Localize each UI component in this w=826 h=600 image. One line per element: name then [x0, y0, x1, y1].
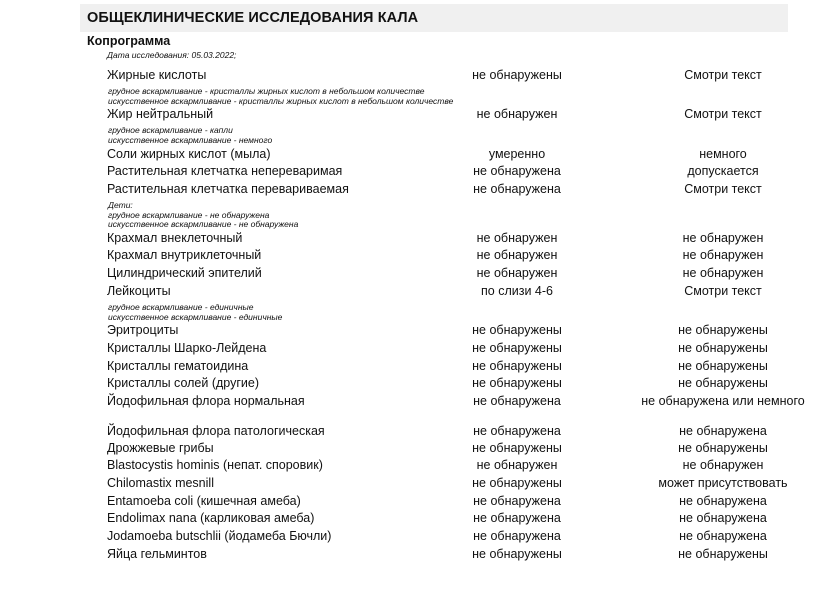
table-row — [0, 476, 826, 493]
test-result: не обнаружены — [472, 323, 562, 337]
test-name: Цилиндрический эпителий — [107, 266, 262, 280]
table-row — [0, 547, 826, 564]
test-name: Растительная клетчатка перевариваемая — [107, 182, 349, 196]
table-row — [0, 68, 826, 85]
test-name: Кристаллы Шарко-Лейдена — [107, 341, 267, 355]
reference-note: искусственное вскармливание - кристаллы жирных кислот в небольшом количестве — [108, 95, 454, 106]
reference-note: искусственное вскармливание - единичные — [108, 311, 283, 322]
reference-note: грудное вскармливание - не обнаружена — [108, 209, 270, 220]
test-result: не обнаружен — [476, 231, 558, 245]
reference-value: Смотри текст — [684, 284, 762, 298]
reference-value: Смотри текст — [684, 182, 762, 196]
reference-value: Смотри текст — [684, 68, 762, 82]
table-row — [0, 511, 826, 528]
test-result: не обнаружены — [472, 68, 562, 82]
reference-value: не обнаружен — [682, 458, 764, 472]
test-result: по слизи 4-6 — [481, 284, 553, 298]
reference-value: не обнаружены — [678, 441, 768, 455]
test-name: Яйца гельминтов — [107, 547, 207, 561]
test-name: Entamoeba coli (кишечная амеба) — [107, 494, 301, 508]
table-row — [0, 529, 826, 546]
reference-note: искусственное вскармливание - не обнаружена — [108, 219, 299, 230]
reference-value: не обнаружены — [678, 359, 768, 373]
table-row — [0, 182, 826, 199]
table-row — [0, 394, 826, 411]
table-row — [0, 231, 826, 248]
table-row — [0, 494, 826, 511]
test-name: Йодофильная флора патологическая — [107, 424, 325, 438]
test-name: Chilomastix mesnill — [107, 476, 214, 490]
test-result: не обнаружены — [472, 376, 562, 390]
test-name: Эритроциты — [107, 323, 179, 337]
reference-value: не обнаружена — [679, 529, 767, 543]
subsection-title: Копрограмма — [87, 34, 171, 48]
test-name: Кристаллы гематоидина — [107, 359, 249, 373]
table-row — [0, 376, 826, 393]
test-result: не обнаружен — [476, 458, 558, 472]
test-name: Кристаллы солей (другие) — [107, 376, 259, 390]
reference-value: не обнаружены — [678, 341, 768, 355]
table-row — [0, 359, 826, 376]
test-name: Жирные кислоты — [107, 68, 207, 82]
test-result: не обнаружена — [473, 164, 561, 178]
test-result: не обнаружен — [476, 248, 558, 262]
reference-value: не обнаружены — [678, 323, 768, 337]
reference-value: не обнаружена или немного — [641, 394, 805, 408]
reference-value: может присутствовать — [658, 476, 788, 490]
test-result: не обнаружена — [473, 182, 561, 196]
reference-value: не обнаружена — [679, 511, 767, 525]
test-name: Крахмал внутриклеточный — [107, 248, 262, 262]
test-result: не обнаружена — [473, 494, 561, 508]
table-row — [0, 266, 826, 283]
test-result: не обнаружен — [476, 107, 558, 121]
test-name: Йодофильная флора нормальная — [107, 394, 305, 408]
table-row — [0, 424, 826, 441]
test-result: не обнаружен — [476, 266, 558, 280]
table-row — [0, 147, 826, 164]
study-date: Дата исследования: 05.03.2022; — [107, 50, 237, 60]
test-result: не обнаружены — [472, 547, 562, 561]
test-name: Крахмал внеклеточный — [107, 231, 243, 245]
table-row — [0, 248, 826, 265]
test-result: не обнаружена — [473, 511, 561, 525]
reference-note: искусственное вскармливание - немного — [108, 134, 273, 145]
reference-value: не обнаружена — [679, 424, 767, 438]
test-name: Жир нейтральный — [107, 107, 214, 121]
section-title: ОБЩЕКЛИНИЧЕСКИЕ ИССЛЕДОВАНИЯ КАЛА — [87, 10, 419, 26]
test-name: Соли жирных кислот (мыла) — [107, 147, 271, 161]
test-result: не обнаружена — [473, 529, 561, 543]
test-name: Jodamoeba butschlii (йодамеба Бючли) — [107, 529, 332, 543]
test-name: Лейкоциты — [107, 284, 171, 298]
reference-value: не обнаружены — [678, 547, 768, 561]
test-name: Blastocystis hominis (непат. споровик) — [107, 458, 323, 472]
reference-value: не обнаружены — [678, 376, 768, 390]
table-row — [0, 107, 826, 124]
test-result: умеренно — [488, 147, 546, 161]
table-row — [0, 341, 826, 358]
reference-value: немного — [699, 147, 747, 161]
table-row — [0, 164, 826, 181]
test-name: Endolimax nana (карликовая амеба) — [107, 511, 315, 525]
reference-value: не обнаружена — [679, 494, 767, 508]
test-name: Дрожжевые грибы — [107, 441, 214, 455]
reference-value: не обнаружен — [682, 266, 764, 280]
reference-value: не обнаружен — [682, 248, 764, 262]
test-result: не обнаружены — [472, 341, 562, 355]
reference-value: допускается — [687, 164, 759, 178]
test-name: Растительная клетчатка непереваримая — [107, 164, 343, 178]
test-result: не обнаружена — [473, 394, 561, 408]
test-result: не обнаружена — [473, 424, 561, 438]
reference-note: грудное вскармливание - единичные — [108, 302, 254, 312]
reference-value: Смотри текст — [684, 107, 762, 121]
test-result: не обнаружены — [472, 476, 562, 490]
test-result: не обнаружены — [472, 359, 562, 373]
reference-note: грудное вскармливание - капли — [108, 125, 233, 135]
reference-value: не обнаружен — [682, 231, 764, 245]
table-row — [0, 284, 826, 301]
table-row — [0, 323, 826, 340]
test-result: не обнаружены — [472, 441, 562, 455]
reference-note: грудное вскармливание - кристаллы жирных кислот в небольшом количестве — [108, 86, 425, 96]
table-row — [0, 441, 826, 458]
table-row — [0, 458, 826, 475]
reference-note: Дети: — [108, 200, 133, 210]
